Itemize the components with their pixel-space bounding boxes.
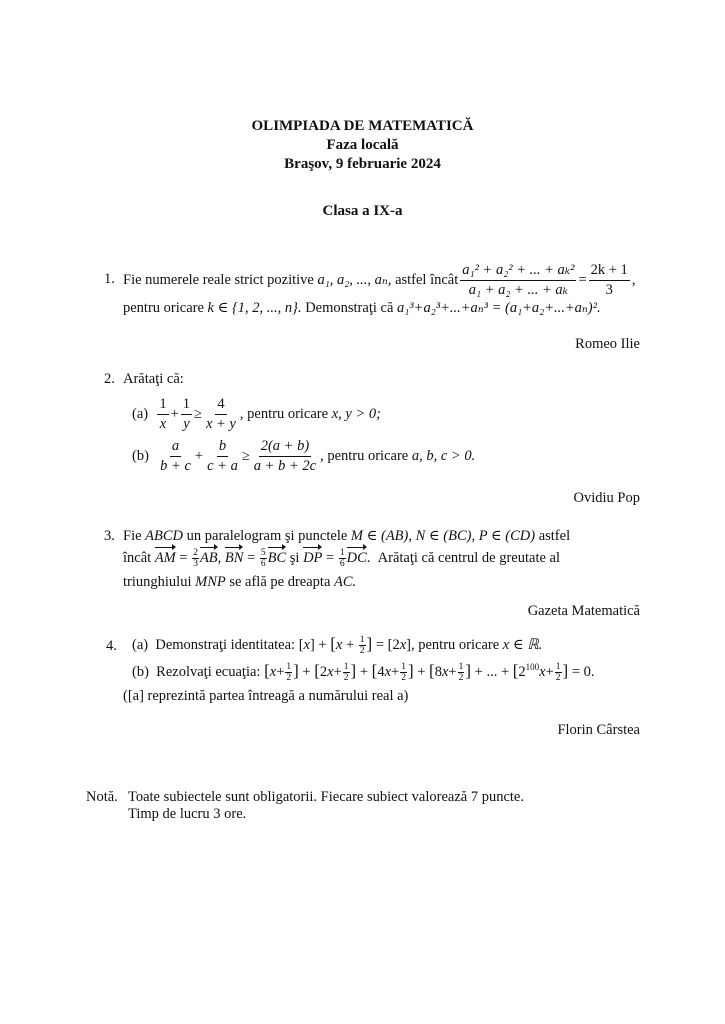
numerator: a₁² + a₂² + ... + aₖ²	[460, 262, 576, 281]
vector-bn: BN	[224, 549, 244, 566]
fraction	[204, 396, 238, 433]
mnp: MNP	[195, 574, 226, 590]
problem-4-b	[132, 657, 595, 687]
denominator: y	[183, 415, 190, 432]
line-ac: AC.	[334, 574, 357, 590]
numerator: 2(a + b)	[259, 438, 311, 457]
fraction-rhs	[589, 262, 630, 299]
identity-formula: [x] + [x + $\frac{1}{2}$ ] = [2x]	[298, 633, 411, 657]
vector-dc: DC	[346, 549, 367, 566]
text: triunghiului	[123, 574, 192, 590]
text: Demonstraţi că	[305, 300, 394, 316]
item-label: (b)	[132, 663, 149, 680]
item-label: (a)	[132, 405, 149, 422]
text: se află pe dreapta	[229, 574, 331, 590]
numerator: 2k + 1	[589, 262, 630, 281]
problem-number: 4.	[106, 638, 117, 654]
comma: ,	[217, 549, 222, 566]
fraction	[192, 548, 199, 569]
abcd: ABCD	[145, 528, 184, 544]
vector-ab: AB	[199, 549, 218, 566]
text: Fie	[123, 528, 142, 544]
expression: a₁³+a₂³+...+aₙ³ = (a₁+a₂+...+aₙ)².	[397, 300, 601, 316]
problem-3-line-3	[123, 574, 356, 591]
denominator: 3	[605, 281, 613, 298]
numerator: 4	[215, 396, 226, 415]
plus: +	[170, 405, 179, 422]
class-title: Clasa a IX-a	[322, 203, 403, 219]
text: şi	[289, 549, 300, 566]
geq: ≥	[241, 447, 250, 464]
fraction	[205, 438, 240, 475]
text: , pentru oricare	[239, 405, 329, 422]
author: Gazeta Matematică	[527, 603, 640, 619]
problem-number: 2.	[104, 371, 115, 387]
numerator: 2	[193, 547, 198, 558]
problem-1-line-2	[123, 300, 601, 317]
problem-4-a	[132, 630, 542, 660]
numerator: b	[217, 438, 228, 457]
exam-header	[0, 117, 725, 174]
denominator: b + c	[160, 457, 191, 474]
text: Fie numerele reale strict pozitive	[123, 271, 314, 288]
olympiad-title: OLIMPIADA DE MATEMATICĂ	[251, 118, 474, 134]
numerator: 1	[181, 396, 192, 415]
problem-2-a	[132, 395, 381, 433]
text: , pentru oricare	[411, 636, 500, 653]
item-label: (a)	[132, 636, 149, 653]
comma: ,	[631, 271, 636, 288]
problem-3-line-1	[123, 528, 570, 545]
stage-title: Faza locală	[326, 137, 399, 153]
text: pentru oricare	[123, 300, 204, 316]
denominator: 3	[193, 558, 198, 569]
plus: +	[194, 447, 204, 464]
vector-am: AM	[154, 549, 176, 566]
equals: =	[179, 549, 188, 566]
denominator: c + a	[207, 457, 238, 474]
problem-1-line-1	[123, 260, 635, 300]
vector-dp: DP	[303, 549, 323, 566]
author: Florin Cârstea	[557, 722, 640, 738]
equals: =	[326, 549, 335, 566]
text: un paralelogram şi punctele	[186, 528, 348, 544]
denominator: a + b + 2c	[253, 457, 317, 474]
points: M ∈ (AB), N ∈ (BC), P ∈ (CD)	[350, 528, 536, 544]
denominator: 6	[260, 558, 266, 569]
numerator: 1	[339, 547, 345, 558]
equals: =	[578, 271, 587, 288]
problem-number: 3.	[104, 528, 115, 544]
fraction	[260, 548, 267, 569]
text: Arătaţi că centrul de greutate al	[377, 549, 560, 566]
problem-4-note: ([a] reprezintă partea întreagă a numărului real a)	[123, 688, 409, 704]
text: astfel încât	[395, 271, 459, 288]
set-condition: k ∈ {1, 2, ..., n}.	[207, 300, 302, 316]
problem-2-b	[132, 437, 475, 475]
denominator: 6	[339, 558, 345, 569]
denominator: x	[159, 415, 167, 432]
text: încât	[123, 549, 152, 566]
equals: =	[247, 549, 256, 566]
problem-3-line-2	[123, 545, 560, 571]
fraction	[157, 396, 168, 433]
text: Rezolvaţi ecuaţia:	[156, 663, 261, 680]
author: Ovidiu Pop	[573, 490, 640, 506]
text: Demonstraţi identitatea:	[155, 636, 296, 653]
text: astfel	[538, 528, 571, 544]
numerator: 5	[260, 547, 266, 558]
equation-formula: [x+ $\frac{1}{2}$ ] + [2x+ $\frac{1}{2}$ ] + [4x+ $\frac{1}{2}$ ] + [8x+ $\frac{1}{2}$ ] + ... + [$2^{100}x+$ $\frac{1}{2}$ ] = 0.	[264, 660, 595, 684]
fraction	[252, 438, 318, 475]
text: , pentru oricare	[320, 447, 409, 464]
problem-number: 1.	[104, 271, 115, 287]
numerator: 1	[157, 396, 168, 415]
fraction	[339, 548, 346, 569]
fraction	[158, 438, 193, 475]
period: .	[366, 549, 371, 566]
fraction-sum-squares	[460, 262, 576, 299]
geq: ≥	[194, 405, 202, 422]
denominator: x + y	[206, 415, 236, 432]
note-line-2: Timp de lucru 3 ore.	[128, 806, 247, 822]
denominator: a₁ + a₂ + ... + aₖ	[468, 281, 568, 298]
author: Romeo Ilie	[575, 336, 640, 352]
condition: x ∈ ℝ.	[502, 636, 543, 653]
vector-bc: BC	[267, 549, 287, 566]
condition: x, y > 0;	[331, 405, 381, 422]
numerator: a	[170, 438, 181, 457]
note-line-1: Toate subiectele sunt obligatorii. Fiecare subiect valorează 7 puncte.	[128, 789, 524, 805]
item-label: (b)	[132, 447, 149, 464]
condition: a, b, c > 0.	[411, 447, 476, 464]
place-date: Braşov, 9 februarie 2024	[284, 156, 441, 172]
fraction	[181, 396, 192, 433]
problem-2-intro: Arătaţi că:	[123, 371, 184, 387]
note-label: Notă.	[86, 789, 118, 805]
sequence: a₁, a₂, ..., aₙ,	[317, 271, 392, 288]
